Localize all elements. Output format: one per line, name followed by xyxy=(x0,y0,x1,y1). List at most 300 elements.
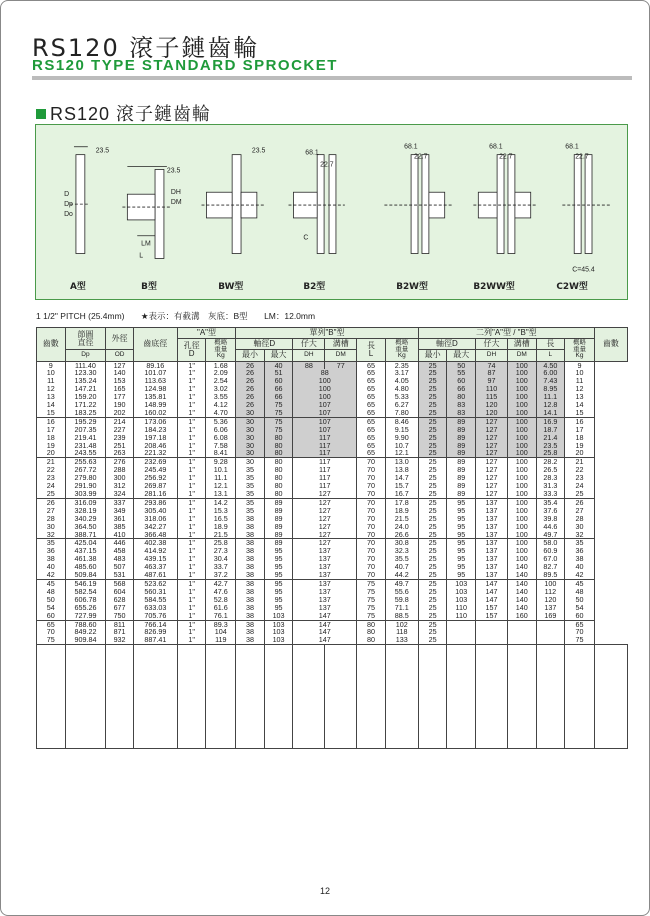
table-cell: 1" xyxy=(177,377,206,385)
table-cell: 89 xyxy=(447,466,476,474)
table-cell: 89 xyxy=(447,434,476,442)
table-cell: 25 xyxy=(418,636,447,644)
table-cell: 35.4 xyxy=(536,498,565,506)
table-cell: 75 xyxy=(357,579,386,587)
col-weight2-l2: 重量 xyxy=(573,345,587,353)
dim-label-d: D xyxy=(64,191,70,199)
table-cell: 157 xyxy=(476,604,508,612)
table-cell: 17.8 xyxy=(385,498,418,506)
page-title: RS120 滾子鏈齒輪 xyxy=(32,34,260,62)
table-cell: 1" xyxy=(177,442,206,450)
table-cell: 75 xyxy=(264,409,293,417)
table-cell: 25 xyxy=(418,401,447,409)
table-cell: 117 xyxy=(293,458,357,466)
dim-label-dm: DM xyxy=(170,199,182,207)
table-cell: 766.14 xyxy=(133,620,177,628)
table-cell: 23.5 xyxy=(536,442,565,450)
table-cell: 55 xyxy=(447,369,476,377)
table-cell: 195.29 xyxy=(65,417,106,425)
table-cell: 137 xyxy=(476,547,508,555)
table-cell: 21.5 xyxy=(206,531,236,539)
table-cell: 100 xyxy=(293,377,357,385)
table-cell: 25 xyxy=(418,458,447,466)
table-cell: 24 xyxy=(565,482,595,490)
table-cell: 276 xyxy=(106,458,134,466)
table-row xyxy=(37,579,628,587)
table-cell: 12.1 xyxy=(385,449,418,457)
table-cell xyxy=(536,628,565,636)
table-cell: 14.2 xyxy=(206,498,236,506)
table-cell: 100 xyxy=(507,474,536,482)
table-cell: 80 xyxy=(357,620,386,628)
pitch-note: 1 1/2" PITCH (25.4mm) xyxy=(36,311,125,321)
table-cell: 30 xyxy=(37,523,66,531)
table-cell: 147 xyxy=(293,612,357,620)
table-cell: 342.27 xyxy=(133,523,177,531)
table-cell: 80 xyxy=(264,482,293,490)
type-label-b2ww: B2WW型 xyxy=(473,282,515,293)
table-cell: 190 xyxy=(106,401,134,409)
table-cell: 26 xyxy=(236,377,265,385)
table-cell: 38 xyxy=(236,571,265,579)
empty-cell xyxy=(325,645,357,749)
table-cell: 887.41 xyxy=(133,636,177,644)
table-cell: 89 xyxy=(447,417,476,425)
table-cell: 14 xyxy=(565,401,595,409)
table-cell: 3.17 xyxy=(385,369,418,377)
table-cell: 1" xyxy=(177,385,206,393)
table-cell: 118 xyxy=(385,628,418,636)
table-cell: 14 xyxy=(37,401,66,409)
table-cell: 107 xyxy=(293,409,357,417)
table-cell: 65 xyxy=(357,377,386,385)
table-cell: 70 xyxy=(37,628,66,636)
table-row xyxy=(37,482,628,490)
table-cell: 50 xyxy=(447,361,476,369)
type-label-c2w: C2W型 xyxy=(556,282,588,293)
col-pitch-dia-l1: 節圓 xyxy=(77,329,94,339)
table-cell: 14.7 xyxy=(385,474,418,482)
table-cell: 28 xyxy=(37,515,66,523)
dim-23-5-bw: 23.5 xyxy=(251,147,266,155)
table-cell: 95 xyxy=(264,563,293,571)
table-cell: 24 xyxy=(37,482,66,490)
table-cell: 80 xyxy=(357,636,386,644)
table-cell: 2.54 xyxy=(206,377,236,385)
table-cell: 1" xyxy=(177,449,206,457)
table-cell: 100 xyxy=(507,393,536,401)
table-cell: 35 xyxy=(37,539,66,547)
table-cell: 100 xyxy=(507,547,536,555)
table-cell: 25 xyxy=(565,490,595,498)
table-cell: 137 xyxy=(293,571,357,579)
empty-cell xyxy=(536,645,565,749)
table-cell: 38 xyxy=(236,612,265,620)
table-cell: 6.06 xyxy=(206,426,236,434)
col-weight-b-l3: Kg xyxy=(397,352,406,359)
dim-22-7-b2w: 22.7 xyxy=(414,153,428,161)
table-cell: 531 xyxy=(106,571,134,579)
empty-cell xyxy=(447,645,476,749)
table-cell: 267.72 xyxy=(65,466,106,474)
table-cell: 25 xyxy=(418,385,447,393)
table-cell: 446 xyxy=(106,539,134,547)
table-cell: 103 xyxy=(264,628,293,636)
section-title xyxy=(36,100,211,126)
table-cell: 288 xyxy=(106,466,134,474)
table-cell: 4.05 xyxy=(385,377,418,385)
table-cell: 50 xyxy=(565,596,595,604)
table-cell: 100 xyxy=(293,393,357,401)
table-cell: 35 xyxy=(236,490,265,498)
table-cell: 55.6 xyxy=(385,588,418,596)
table-cell: 153 xyxy=(106,377,134,385)
table-cell: 40.7 xyxy=(385,563,418,571)
table-cell: 89 xyxy=(264,523,293,531)
sprocket-diagram xyxy=(35,124,628,300)
empty-cell xyxy=(565,645,595,749)
table-cell: 19 xyxy=(37,442,66,450)
table-cell: 38 xyxy=(236,523,265,531)
table-cell: 37.6 xyxy=(536,507,565,515)
table-cell: 30.8 xyxy=(385,539,418,547)
table-row xyxy=(37,507,628,515)
table-cell: 35.5 xyxy=(385,555,418,563)
col-outer-dia-sub: OD xyxy=(106,350,134,361)
table-cell: 385 xyxy=(106,523,134,531)
table-cell: 12 xyxy=(37,385,66,393)
table-cell: 3.55 xyxy=(206,393,236,401)
table-row xyxy=(37,539,628,547)
table-cell: 89.3 xyxy=(206,620,236,628)
table-cell: 25.8 xyxy=(206,539,236,547)
table-cell: 318.06 xyxy=(133,515,177,523)
table-cell: 147 xyxy=(476,579,508,587)
table-cell: 19 xyxy=(565,442,595,450)
table-cell: 30 xyxy=(236,434,265,442)
table-cell: 60 xyxy=(565,612,595,620)
table-cell: 8.41 xyxy=(206,449,236,457)
table-cell: 49.7 xyxy=(536,531,565,539)
table-cell: 293.86 xyxy=(133,498,177,506)
square-bullet-icon xyxy=(36,109,46,119)
table-cell: 25 xyxy=(418,442,447,450)
table-cell: 6.27 xyxy=(385,401,418,409)
table-cell: 12.1 xyxy=(206,482,236,490)
table-cell: 47.6 xyxy=(206,588,236,596)
table-cell: 117 xyxy=(293,442,357,450)
table-cell: 177 xyxy=(106,393,134,401)
table-cell: 120 xyxy=(476,409,508,417)
table-cell: 28 xyxy=(565,515,595,523)
table-cell: 932 xyxy=(106,636,134,644)
table-cell: 25 xyxy=(418,361,447,369)
table-cell: 458 xyxy=(106,547,134,555)
table-cell: 26.5 xyxy=(536,466,565,474)
table-cell: 36 xyxy=(37,547,66,555)
table-cell: 140 xyxy=(507,588,536,596)
table-cell xyxy=(447,636,476,644)
table-row xyxy=(37,458,628,466)
table-cell: 18.9 xyxy=(385,507,418,515)
table-cell: 871 xyxy=(106,628,134,636)
dim-23-5-b: 23.5 xyxy=(166,167,181,175)
table-row xyxy=(37,490,628,498)
table-cell: 8.95 xyxy=(536,385,565,393)
table-cell: 74 xyxy=(476,361,508,369)
table-cell: 291.90 xyxy=(65,482,106,490)
table-cell: 44.6 xyxy=(536,523,565,531)
table-cell: 909.84 xyxy=(65,636,106,644)
table-cell: 25 xyxy=(37,490,66,498)
col-groove2: 溝槽 xyxy=(507,339,536,350)
table-cell: 25 xyxy=(418,547,447,555)
table-cell: 88 xyxy=(293,369,357,377)
table-cell: 110 xyxy=(447,604,476,612)
type-label-b2w: B2W型 xyxy=(396,282,428,293)
col-shaft-d: 軸徑D xyxy=(236,339,293,350)
table-cell: 1" xyxy=(177,409,206,417)
table-cell: 95 xyxy=(264,588,293,596)
table-cell: 127 xyxy=(476,417,508,425)
table-cell: 103 xyxy=(264,612,293,620)
dim-label-lm: LM xyxy=(141,240,151,248)
col-len2: 長 xyxy=(536,339,565,350)
table-row xyxy=(37,361,628,369)
table-cell: 137 xyxy=(293,547,357,555)
col-weight2-l3: Kg xyxy=(575,352,584,359)
table-cell: 127 xyxy=(293,515,357,523)
table-cell: 127 xyxy=(476,426,508,434)
dim-23-5-a: 23.5 xyxy=(95,147,110,155)
table-cell: 137 xyxy=(476,555,508,563)
dim-68-1-c2w: 68.1 xyxy=(565,143,579,151)
table-cell: 1" xyxy=(177,596,206,604)
table-cell: 137 xyxy=(293,604,357,612)
table-cell: 70 xyxy=(357,531,386,539)
table-cell: 269.87 xyxy=(133,482,177,490)
table-cell: 18 xyxy=(37,434,66,442)
table-cell: 135.81 xyxy=(133,393,177,401)
table-row xyxy=(37,515,628,523)
table-cell: 70 xyxy=(357,466,386,474)
table-cell: 1" xyxy=(177,458,206,466)
table-cell: 21.5 xyxy=(385,515,418,523)
table-cell: 1" xyxy=(177,588,206,596)
table-cell: 2.09 xyxy=(206,369,236,377)
table-cell: 35 xyxy=(236,507,265,515)
table-cell: 89 xyxy=(447,458,476,466)
table-row xyxy=(37,612,628,620)
table-cell: 25 xyxy=(418,449,447,457)
table-cell: 95 xyxy=(447,563,476,571)
col-groove-sub: DM xyxy=(325,350,357,361)
table-cell: 95 xyxy=(447,571,476,579)
table-row xyxy=(37,385,628,393)
table-cell: 100 xyxy=(507,377,536,385)
table-cell: 70 xyxy=(357,571,386,579)
table-cell: 80 xyxy=(264,449,293,457)
table-cell: 38 xyxy=(236,636,265,644)
table-cell: 89 xyxy=(264,539,293,547)
table-cell: 38 xyxy=(236,620,265,628)
table-cell: 83 xyxy=(447,409,476,417)
table-cell: 40 xyxy=(565,563,595,571)
table-cell: 26 xyxy=(236,401,265,409)
table-cell: 305.40 xyxy=(133,507,177,515)
col-length xyxy=(357,339,386,362)
table-cell: 70 xyxy=(357,458,386,466)
table-cell: 11.1 xyxy=(206,474,236,482)
table-cell: 1" xyxy=(177,369,206,377)
table-cell: 100 xyxy=(507,434,536,442)
table-cell: 35 xyxy=(565,539,595,547)
table-cell: 1" xyxy=(177,612,206,620)
table-cell: 117 xyxy=(293,482,357,490)
table-cell: 316.09 xyxy=(65,498,106,506)
table-cell: 243.55 xyxy=(65,449,106,457)
table-cell: 38 xyxy=(236,539,265,547)
table-cell: 147 xyxy=(476,588,508,596)
table-cell: 100 xyxy=(293,385,357,393)
col-outer-dia: 外徑 xyxy=(106,328,134,350)
table-cell: 38 xyxy=(236,563,265,571)
table-cell: 50 xyxy=(37,596,66,604)
table-cell: 95 xyxy=(447,507,476,515)
table-cell: 160.02 xyxy=(133,409,177,417)
table-cell: 1" xyxy=(177,434,206,442)
table-cell: 112 xyxy=(536,588,565,596)
table-row xyxy=(37,401,628,409)
col-max: 最大 xyxy=(264,350,293,361)
table-cell: 70 xyxy=(357,507,386,515)
table-cell: 324 xyxy=(106,490,134,498)
col-len2-sub: L xyxy=(536,350,565,361)
table-cell: 140 xyxy=(507,571,536,579)
table-cell: 80 xyxy=(264,466,293,474)
table-row xyxy=(37,474,628,482)
table-cell: 25 xyxy=(418,563,447,571)
table-cell: 44.2 xyxy=(385,571,418,579)
table-cell: 221.32 xyxy=(133,449,177,457)
table-cell: 30.4 xyxy=(206,555,236,563)
table-cell xyxy=(536,620,565,628)
col-groove: 溝槽 xyxy=(325,339,357,350)
table-cell: 65 xyxy=(357,401,386,409)
table-cell: 127 xyxy=(293,523,357,531)
table-cell: 30 xyxy=(236,409,265,417)
table-cell: 107 xyxy=(293,426,357,434)
table-cell: 95 xyxy=(447,523,476,531)
table-cell: 1" xyxy=(177,571,206,579)
table-cell: 239 xyxy=(106,434,134,442)
table-cell: 25 xyxy=(418,555,447,563)
table-cell: 1" xyxy=(177,547,206,555)
table-cell: 52.8 xyxy=(206,596,236,604)
table-cell: 13.0 xyxy=(385,458,418,466)
title-divider xyxy=(32,76,632,80)
col-weight-a-l3: Kg xyxy=(216,352,225,359)
table-cell: 39.8 xyxy=(536,515,565,523)
table-cell: 461.38 xyxy=(65,555,106,563)
col-weight-b-l1: 概略 xyxy=(395,339,409,346)
table-cell: 38 xyxy=(236,515,265,523)
type-label-a: A型 xyxy=(70,282,86,293)
table-cell: 14.1 xyxy=(536,409,565,417)
spec-table-body xyxy=(37,361,628,749)
table-cell: 88.5 xyxy=(385,612,418,620)
table-cell: 30 xyxy=(236,426,265,434)
table-cell: 119 xyxy=(206,636,236,644)
table-cell: 80 xyxy=(264,434,293,442)
table-cell: 70 xyxy=(357,515,386,523)
table-cell: 849.22 xyxy=(65,628,106,636)
table-row xyxy=(37,523,628,531)
table-cell: 100 xyxy=(507,426,536,434)
table-cell: 127 xyxy=(476,442,508,450)
table-cell: 70 xyxy=(357,482,386,490)
table-cell: 15 xyxy=(565,409,595,417)
table-cell: 115 xyxy=(476,393,508,401)
table-cell: 25 xyxy=(418,604,447,612)
table-cell: 26 xyxy=(236,385,265,393)
table-cell: 25 xyxy=(418,498,447,506)
table-cell: 60.9 xyxy=(536,547,565,555)
table-cell: 26 xyxy=(37,498,66,506)
table-cell: 463.37 xyxy=(133,563,177,571)
table-cell: 89 xyxy=(447,474,476,482)
table-cell: 103 xyxy=(447,588,476,596)
table-cell: 70 xyxy=(357,474,386,482)
table-cell: 25 xyxy=(418,393,447,401)
table-cell: 1" xyxy=(177,498,206,506)
table-cell: 32 xyxy=(565,531,595,539)
table-cell: 8.46 xyxy=(385,417,418,425)
table-cell: 89 xyxy=(447,449,476,457)
table-cell xyxy=(447,620,476,628)
table-cell: 202 xyxy=(106,409,134,417)
table-cell: 89 xyxy=(447,442,476,450)
table-cell: 30 xyxy=(236,442,265,450)
table-cell: 361 xyxy=(106,515,134,523)
table-cell: 6.00 xyxy=(536,369,565,377)
table-cell: 507 xyxy=(106,563,134,571)
table-cell: 214 xyxy=(106,417,134,425)
dim-22-7-b2: 22.7 xyxy=(320,161,334,169)
table-cell: 1" xyxy=(177,393,206,401)
col-weight2-l1: 概略 xyxy=(573,339,587,346)
table-cell: 65 xyxy=(357,417,386,425)
table-cell: 70 xyxy=(357,547,386,555)
dim-label-do: Do xyxy=(64,210,73,218)
table-row xyxy=(37,547,628,555)
table-cell: 100 xyxy=(507,442,536,450)
table-cell: 66 xyxy=(447,385,476,393)
table-cell: 171.22 xyxy=(65,401,106,409)
table-cell: 207.35 xyxy=(65,426,106,434)
table-cell: 137 xyxy=(476,563,508,571)
table-cell: 21 xyxy=(565,458,595,466)
table-cell: 65 xyxy=(357,369,386,377)
table-cell: 66 xyxy=(264,393,293,401)
table-cell: 61.6 xyxy=(206,604,236,612)
table-cell: 251 xyxy=(106,442,134,450)
empty-cell xyxy=(37,645,66,749)
table-cell: 48 xyxy=(37,588,66,596)
table-cell: 97 xyxy=(476,377,508,385)
table-cell: 140 xyxy=(507,579,536,587)
table-row xyxy=(37,531,628,539)
